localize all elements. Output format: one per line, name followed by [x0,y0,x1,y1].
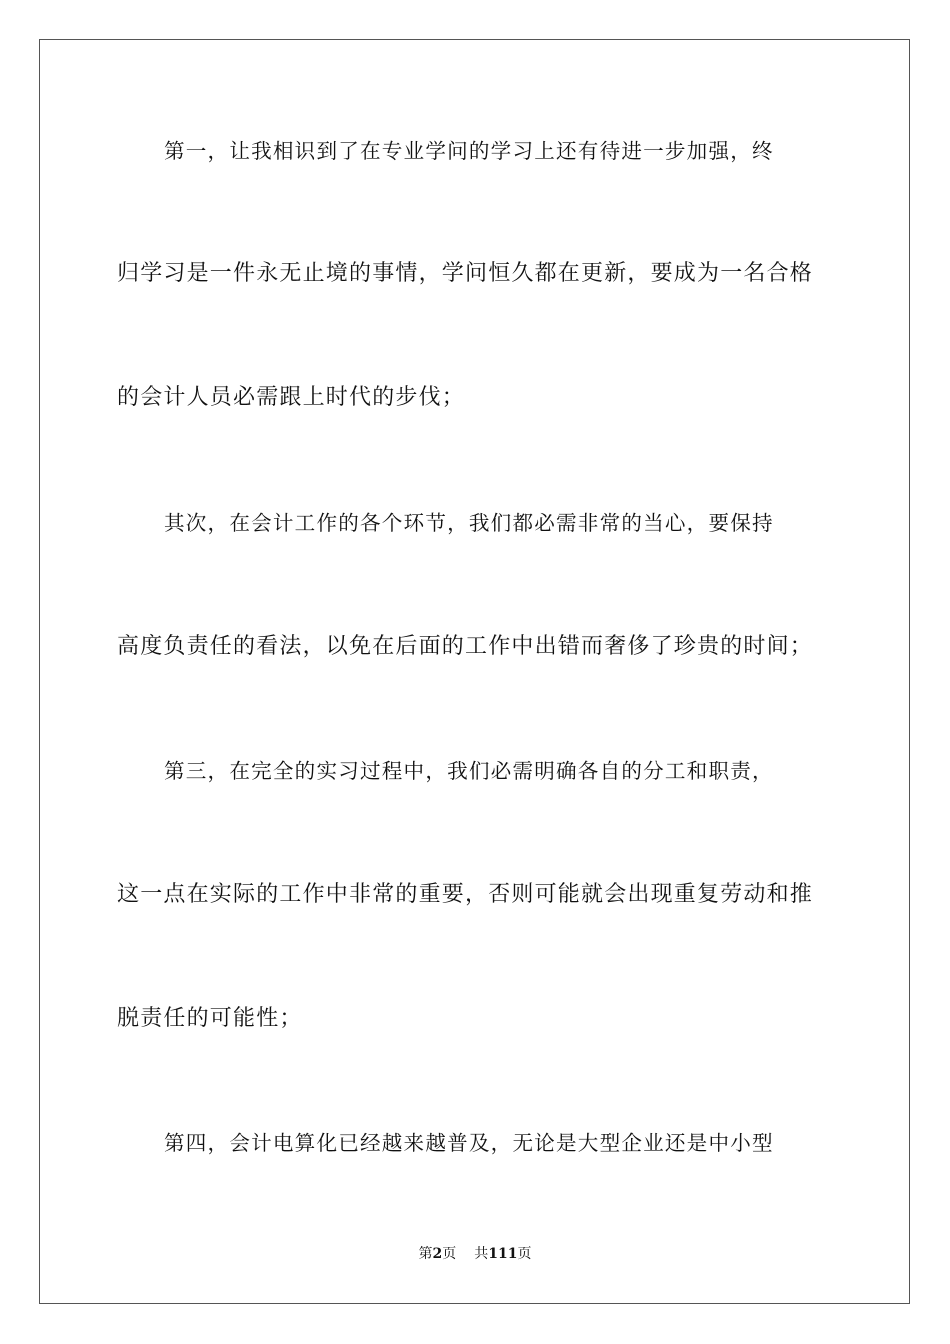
paragraph-line: 这一点在实际的工作中非常的重要，否则可能就会出现重复劳动和推 [117,882,814,907]
paragraph-line: 的会计人员必需跟上时代的步伐； [117,385,466,410]
paragraph-line: 脱责任的可能性； [117,1006,303,1031]
page-number: 2 [432,1246,443,1262]
paragraph-line: 第四，会计电算化已经越来越普及，无论是大型企业还是中小型 [164,1131,774,1155]
page-footer [0,1244,950,1264]
paragraph-line: 高度负责任的看法，以免在后面的工作中出错而奢侈了珍贵的时间； [117,634,814,659]
page-prefix: 第 [418,1246,433,1262]
paragraph-line: 第一，让我相识到了在专业学问的学习上还有待进一步加强，终 [164,139,774,163]
page-border [39,39,910,1304]
paragraph-line: 其次，在会计工作的各个环节，我们都必需非常的当心，要保持 [164,511,774,535]
total-pages: 111 [488,1246,518,1262]
total-prefix: 共 [474,1246,489,1262]
page-suffix: 页 [442,1246,457,1262]
paragraph-line: 归学习是一件永无止境的事情，学问恒久都在更新，要成为一名合格 [117,261,814,286]
total-suffix: 页 [517,1246,532,1262]
paragraph-line: 第三，在完全的实习过程中，我们必需明确各自的分工和职责， [164,759,774,783]
